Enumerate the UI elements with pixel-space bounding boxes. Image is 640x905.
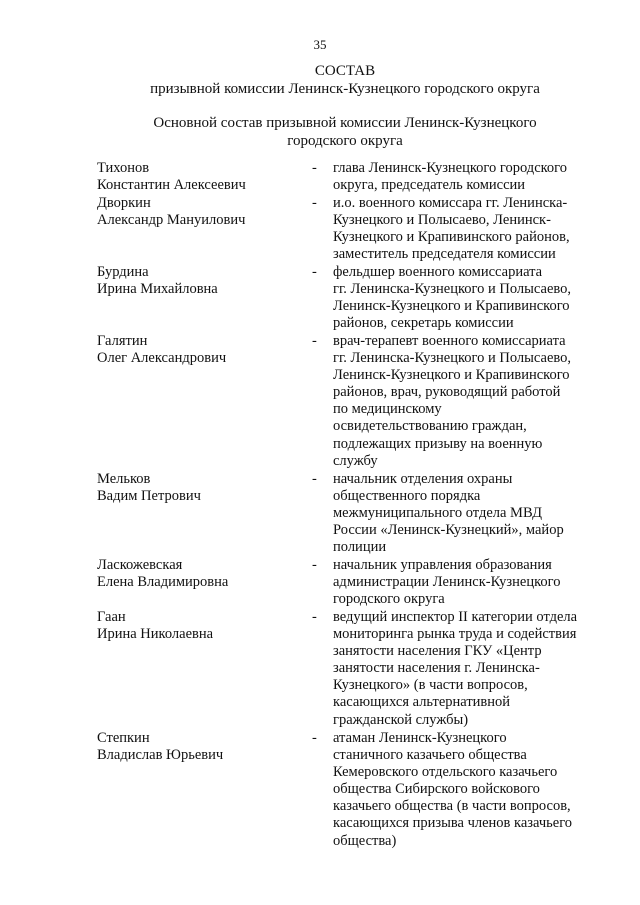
member-role-line: ведущий инспектор II категории отдела (333, 609, 578, 625)
member-surname: Мельков (97, 471, 151, 487)
member-surname: Гаан (97, 609, 126, 625)
member-role-line: мониторинга рынка труда и содействия (333, 626, 577, 643)
section-title-line-2: городского округа (287, 133, 403, 149)
member-role-line: гражданской службы) (333, 711, 469, 728)
member-given-name: Константин Алексеевич (97, 177, 246, 194)
member-role (333, 557, 601, 608)
member-surname: Ласкожевская (97, 557, 183, 573)
member-role-line: занятости населения ГКУ «Центр (333, 643, 542, 660)
member-dash: - (312, 333, 317, 349)
member-role-line: округа, председатель комиссии (333, 177, 526, 194)
member-role-line: атаман Ленинск-Кузнецкого (333, 730, 507, 746)
member-name (97, 264, 297, 298)
member-role-line: районов, секретарь комиссии (333, 315, 514, 332)
member-role-line: подлежащих призыву на военную (333, 435, 543, 452)
member-role (333, 730, 601, 850)
member-role-line: службу (333, 452, 378, 469)
member-role-line: заместитель председателя комиссии (333, 246, 556, 263)
member-dash: - (312, 471, 317, 487)
member-role-line: занятости населения г. Ленинска- (333, 660, 540, 677)
member-dash: - (312, 195, 317, 211)
member-role-line: России «Ленинск-Кузнецкий», майор (333, 522, 564, 539)
member-role-line: общества) (333, 832, 397, 849)
member-role-line: станичного казачьего общества (333, 747, 527, 764)
document-subtitle: призывной комиссии Ленинск-Кузнецкого городского округа (150, 81, 540, 97)
member-dash: - (312, 160, 317, 176)
member-role-line: Ленинск-Кузнецкого и Крапивинского (333, 298, 570, 315)
member-role-line: районов, врач, руководящий работой (333, 384, 561, 401)
member-role-line: по медицинскому (333, 401, 442, 418)
member-name (97, 195, 297, 229)
section-title-line-1: Основной состав призывной комиссии Ленинск-Кузнецкого (153, 115, 537, 131)
member-role (333, 471, 601, 556)
member-role-line: и.о. военного комиссара гг. Ленинска- (333, 195, 568, 211)
member-role-line: казачьего общества (в части вопросов, (333, 798, 571, 815)
member-role-line: фельдшер военного комиссариата (333, 264, 543, 280)
member-name (97, 557, 297, 591)
member-dash: - (312, 264, 317, 280)
member-role (333, 333, 601, 470)
member-role-line: врач-терапевт военного комиссариата (333, 333, 566, 349)
member-name (97, 160, 297, 194)
member-given-name: Олег Александрович (97, 350, 227, 367)
member-surname: Степкин (97, 730, 150, 746)
member-name (97, 730, 297, 764)
member-role-line: начальник отделения охраны (333, 471, 513, 487)
member-given-name: Владислав Юрьевич (97, 747, 224, 764)
member-surname: Дворкин (97, 195, 151, 211)
member-dash: - (312, 557, 317, 573)
member-dash: - (312, 730, 317, 746)
member-name (97, 609, 297, 643)
member-role-line: Кузнецкого» (в части вопросов, (333, 677, 528, 694)
member-surname: Галятин (97, 333, 148, 349)
member-role-line: гг. Ленинска-Кузнецкого и Полысаево, (333, 350, 572, 367)
member-dash: - (312, 609, 317, 625)
page-number: 35 (313, 37, 327, 52)
document-title: СОСТАВ (314, 63, 376, 79)
member-given-name: Вадим Петрович (97, 488, 201, 505)
member-role-line: Кемеровского отдельского казачьего (333, 764, 558, 781)
member-role (333, 160, 601, 194)
member-surname: Бурдина (97, 264, 149, 280)
member-role-line: начальник управления образования (333, 557, 552, 573)
member-given-name: Ирина Николаевна (97, 626, 214, 643)
member-role-line: Кузнецкого и Полысаево, Ленинск- (333, 212, 551, 229)
member-given-name: Ирина Михайловна (97, 281, 218, 298)
member-role-line: общества Сибирского войскового (333, 781, 540, 798)
member-role-line: Кузнецкого и Крапивинского районов, (333, 229, 570, 246)
member-role (333, 609, 601, 729)
member-surname: Тихонов (97, 160, 150, 176)
member-role-line: общественного порядка (333, 488, 481, 505)
member-name (97, 471, 297, 505)
member-given-name: Александр Мануилович (97, 212, 246, 229)
member-role-line: администрации Ленинск-Кузнецкого (333, 574, 561, 591)
member-role (333, 195, 601, 263)
member-name (97, 333, 297, 367)
member-role-line: касающихся альтернативной (333, 694, 511, 711)
section-title (0, 114, 640, 150)
member-role (333, 264, 601, 332)
member-role-line: касающихся призыва членов казачьего (333, 815, 573, 832)
member-role-line: городского округа (333, 591, 445, 608)
member-role-line: гг. Ленинска-Кузнецкого и Полысаево, (333, 281, 572, 298)
member-role-line: освидетельствованию граждан, (333, 418, 527, 435)
member-role-line: глава Ленинск-Кузнецкого городского (333, 160, 568, 176)
member-role-line: межмуниципального отдела МВД (333, 505, 542, 522)
member-given-name: Елена Владимировна (97, 574, 229, 591)
member-role-line: Ленинск-Кузнецкого и Крапивинского (333, 367, 570, 384)
member-role-line: полиции (333, 539, 387, 556)
